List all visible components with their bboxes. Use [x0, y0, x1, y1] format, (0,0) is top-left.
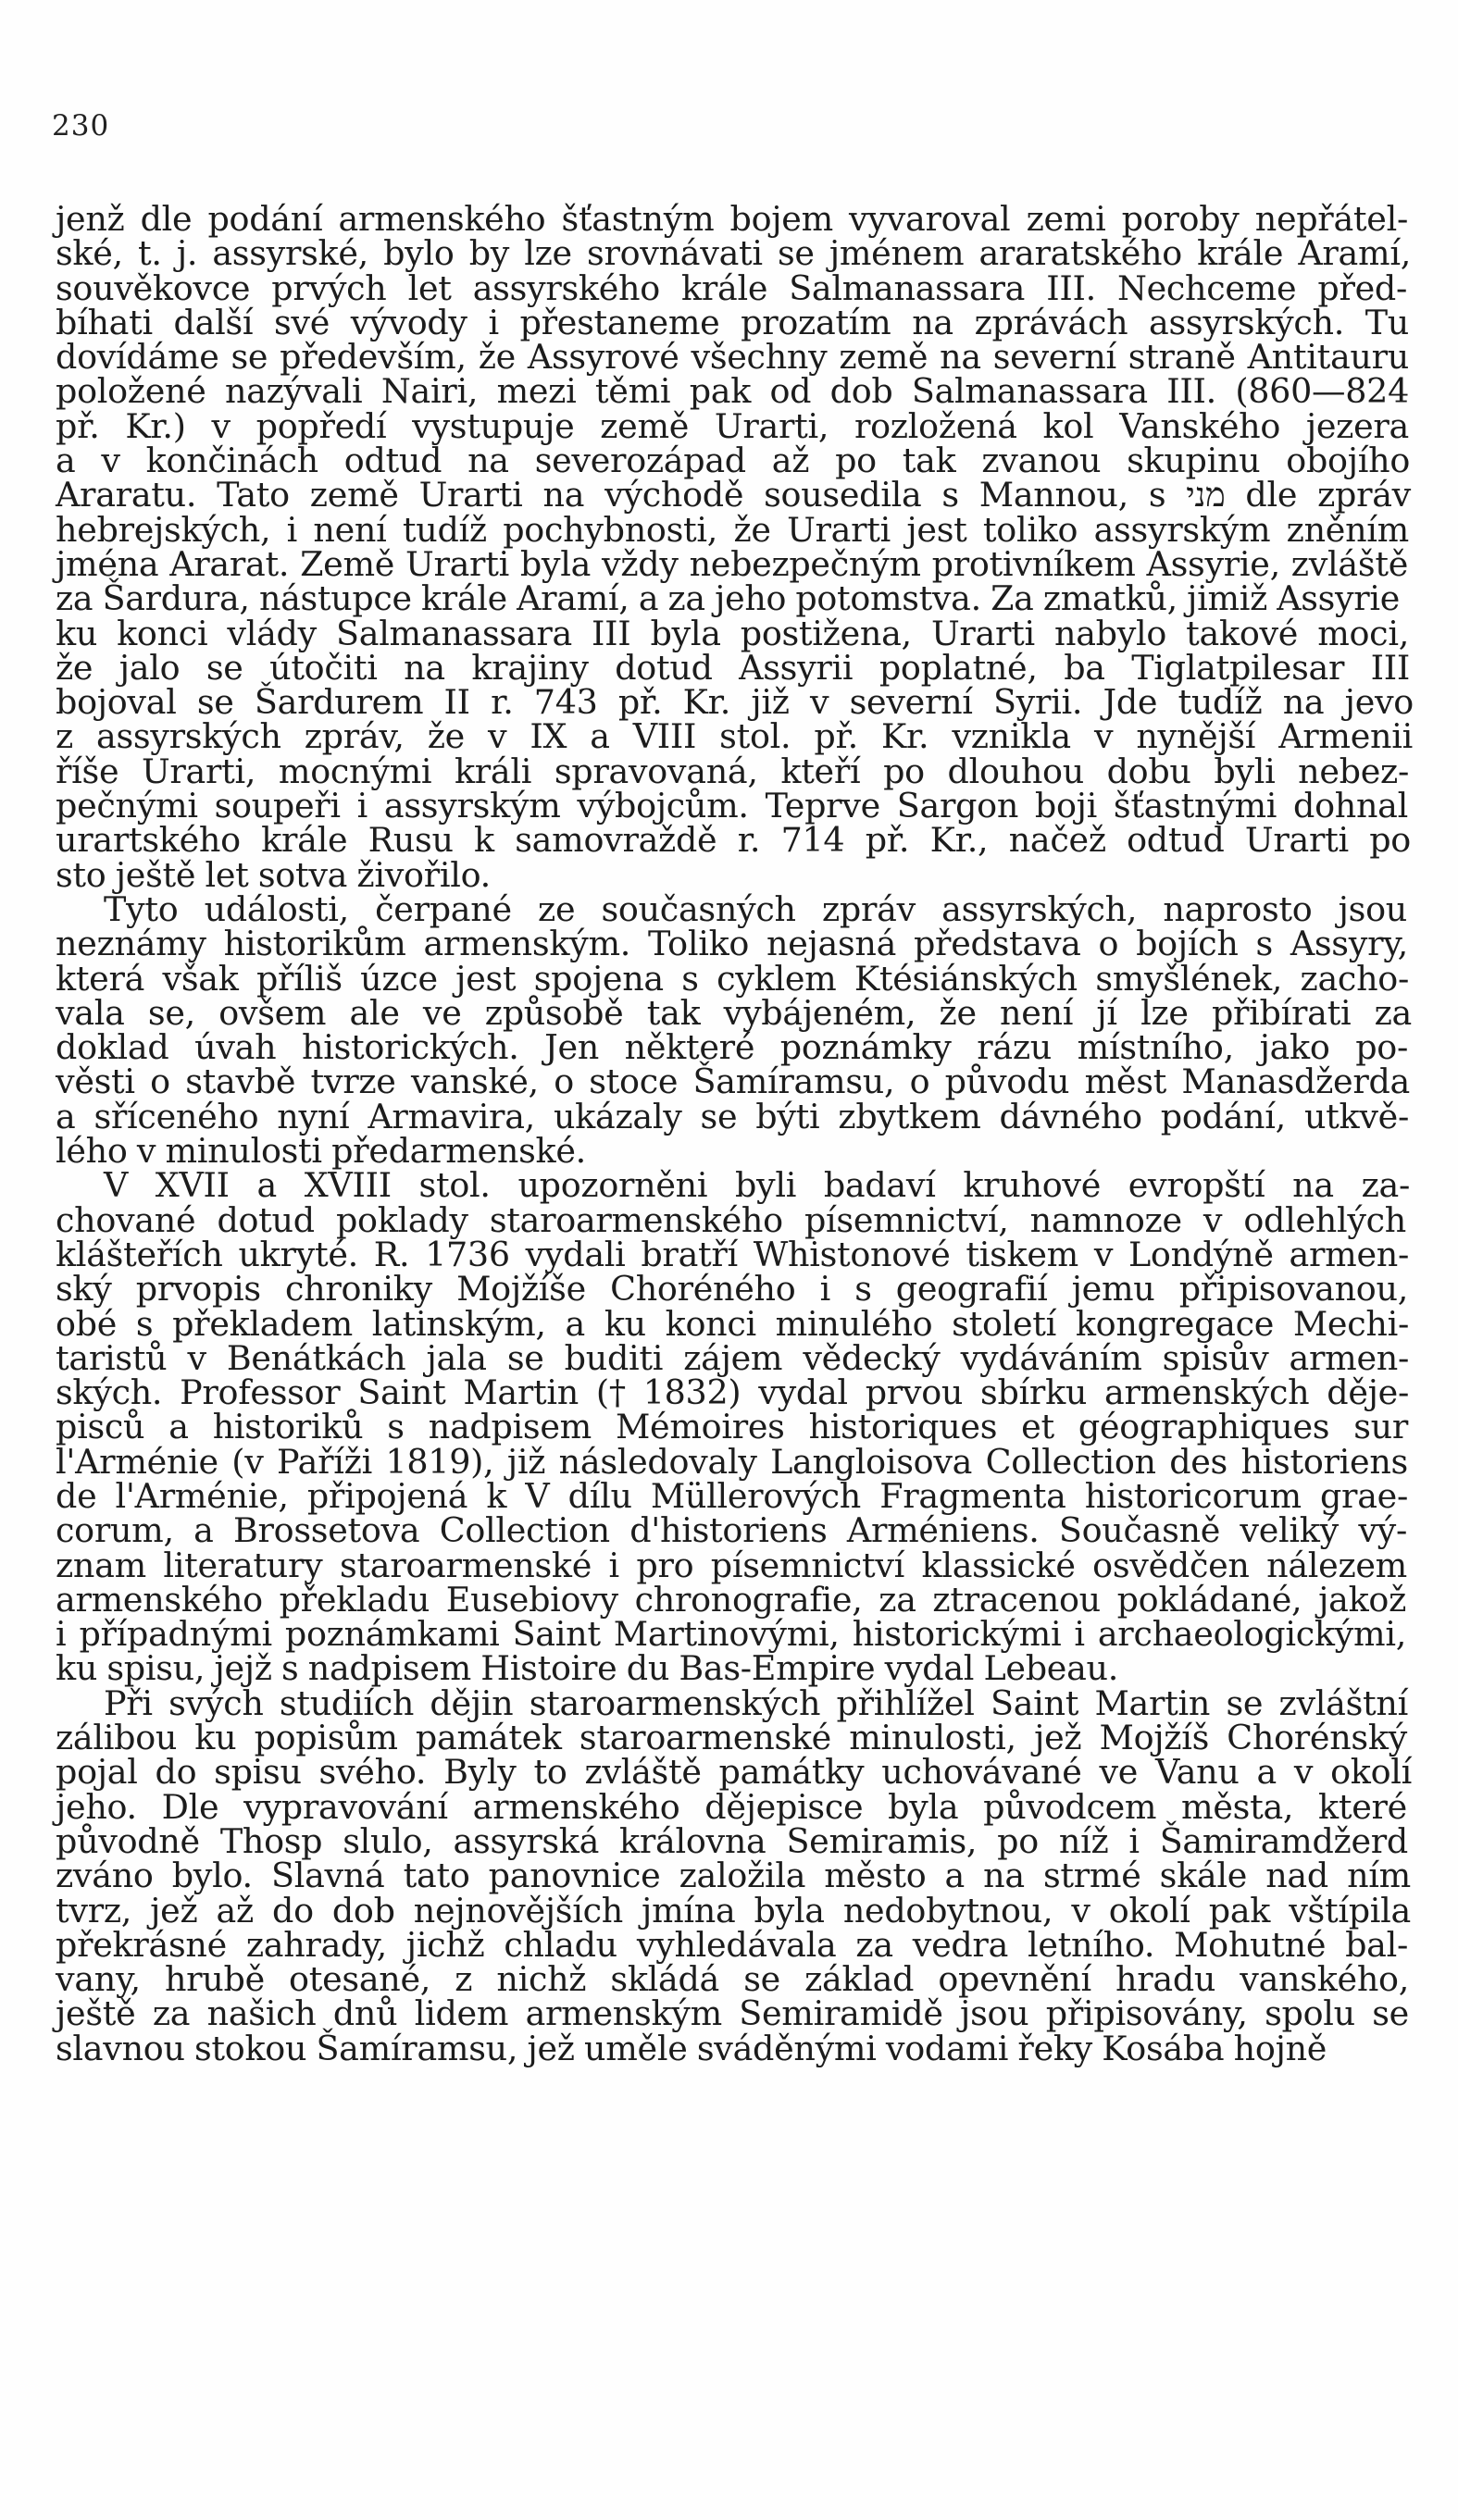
paragraph	[56, 1682, 1412, 2068]
text-line: obé s překladem latinským, a ku konci minulého století kongregace Mechi-	[56, 1303, 1409, 1344]
text-line: znam literatury staroarmenské i pro písemnictví klassické osvědčen nálezem	[56, 1545, 1407, 1585]
text-line: a v končinách odtud na severozápad až po tak zvanou skupinu obojího	[56, 441, 1410, 481]
text-line: ku spisu, jejž s nadpisem Histoire du Bas-Empire vydal Lebeau.	[56, 1648, 1119, 1689]
text-line: taristů v Benátkách jala se buditi zájem vědecký vydáváním spisův armen-	[56, 1337, 1409, 1378]
text-line: vany, hrubě otesané, z nichž skládá se základ opevnění hradu vanského,	[56, 1959, 1409, 2000]
text-line: jeho. Dle vypravování armenského dějepisce byla původcem města, které	[56, 1786, 1407, 1827]
text-line: sto ještě let sotva živořilo.	[56, 854, 491, 895]
text-line: jména Ararat. Země Urarti byla vždy nebezpečným protivníkem Assyrie, zvláště	[56, 543, 1408, 584]
text-line: neznámy historikům armenským. Toliko nejasná představa o bojích s Assyry,	[56, 924, 1408, 964]
text-line: dovídáme se především, že Assyrové všechny země na severní straně Antitauru	[56, 337, 1409, 378]
text-line: za Šardura, nástupce krále Aramí, a za jeho potomstva. Za zmatků, jimiž Assyrie	[56, 578, 1400, 619]
text-line: klášteřích ukryté. R. 1736 vydali bratří Whistonové tiskem v Londýně armen-	[56, 1234, 1409, 1274]
text-line: z assyrských zpráv, že v IX a VIII stol. př. Kr. vznikla v nynější Armenii	[56, 716, 1413, 757]
text-line: bojoval se Šardurem II r. 743 př. Kr. již v severní Syrii. Jde tudíž na jevo	[56, 682, 1414, 723]
text-line: ské, t. j. assyrské, bylo by lze srovnávati se jménem araratského krále Aramí,	[56, 233, 1411, 274]
text-line: pojal do spisu svého. Byly to zvláště památky uchovávané ve Vanu a v okolí	[56, 1752, 1412, 1793]
text-line: i případnými poznámkami Saint Martinovými, historickými i archaeologickými,	[56, 1614, 1406, 1655]
text-line: de l'Arménie, připojená k V dílu Müllerových Fragmenta historicorum grae-	[56, 1475, 1408, 1516]
text-line: slavnou stokou Šamíramsu, jež uměle sváděnými vodami řeky Kosába hojně	[56, 2028, 1327, 2068]
text-line: lého v minulosti předarmenské.	[56, 1131, 586, 1172]
text-line: že jalo se útočiti na krajiny dotud Assyrii poplatné, ba Tiglatpilesar III	[56, 647, 1410, 688]
paragraph	[56, 1165, 1410, 1689]
text-line: překrásné zahrady, jichž chladu vyhledávala za vedra letního. Mohutné bal-	[56, 1924, 1408, 1965]
text-line: armenského překladu Eusebiovy chronografie, za ztracenou pokládané, jakož	[56, 1579, 1406, 1620]
text-line: pečnými soupeři i assyrským výbojcům. Teprve Sargon boji šťastnými dohnal	[56, 786, 1408, 826]
text-line: a sříceného nyní Armavira, ukázaly se býti zbytkem dávného podání, utkvě-	[56, 1096, 1409, 1136]
page-number: 230	[52, 109, 110, 143]
text-line: corum, a Brossetova Collection d'historiens Arméniens. Současně veliký vý-	[56, 1510, 1407, 1551]
text-line: která však příliš úzce jest spojena s cyklem Ktésiánských smyšlének, zacho-	[56, 958, 1409, 999]
text-line: jenž dle podání armenského šťastným bojem vyvaroval zemi poroby nepřátel-	[56, 199, 1408, 239]
text-line: př. Kr.) v popředí vystupuje země Urarti, rozložená kol Vanského jezera	[56, 405, 1409, 446]
text-line: původně Thosp slulo, assyrská královna Semiramis, po níž i Šamiramdžerd	[56, 1820, 1408, 1861]
text-line: ještě za našich dnů lidem armenským Semiramidě jsou připisovány, spolu se	[56, 1993, 1409, 2034]
text-line: Při svých studiích dějin staroarmenských přihlížel Saint Martin se zvláštní	[104, 1682, 1408, 1723]
paragraph	[56, 199, 1414, 895]
text-line: bíhati další své vývody i přestaneme prozatím na zprávách assyrských. Tu	[56, 302, 1409, 342]
text-line: tvrz, jež až do dob nejnovějších jmína byla nedobytnou, v okolí pak vštípila	[56, 1890, 1411, 1930]
text-line: urartského krále Rusu k samovraždě r. 714 př. Kr., načež odtud Urarti po	[56, 820, 1411, 861]
text-line: vala se, ovšem ale ve způsobě tak vybájeném, že není jí lze přibírati za	[56, 992, 1412, 1033]
body-text	[56, 199, 1414, 2068]
text-line: pisců a historiků s nadpisem Mémoires historiques et géographiques sur	[56, 1407, 1408, 1447]
text-line: V XVII a XVIII stol. upozorněni byli badaví kruhové evropští na za-	[104, 1165, 1410, 1206]
text-line: položené nazývali Nairi, mezi těmi pak od dob Salmanassara III. (860—824	[56, 371, 1409, 412]
text-line: ku konci vlády Salmanassara III byla postižena, Urarti nabylo takové moci,	[56, 613, 1409, 653]
text-line: souvěkovce prvých let assyrského krále Salmanassara III. Nechceme před-	[56, 267, 1407, 308]
text-line: říše Urarti, mocnými králi spravovaná, kteří po dlouhou dobu byli nebez-	[56, 751, 1409, 791]
text-line: hebrejských, i není tudíž pochybnosti, že Urarti jest toliko assyrským zněním	[56, 509, 1409, 550]
text-line: věsti o stavbě tvrze vanské, o stoce Šamíramsu, o původu měst Manasdžerda	[56, 1061, 1410, 1102]
text-line: chované dotud poklady staroarmenského písemnictví, namnoze v odlehlých	[56, 1199, 1406, 1240]
paragraph	[56, 888, 1412, 1172]
text-line: Tyto události, čerpané ze současných zpráv assyrských, naprosto jsou	[104, 888, 1407, 929]
text-line: zváno bylo. Slavná tato panovnice založila město a na strmé skále nad ním	[56, 1856, 1411, 1896]
text-line: l'Arménie (v Paříži 1819), již následovaly Langloisova Collection des historiens	[56, 1441, 1408, 1482]
text-line: ský prvopis chroniky Mojžíše Choréného i s geografií jemu připisovanou,	[56, 1269, 1408, 1310]
text-line: ských. Professor Saint Martin († 1832) vydal prvou sbírku armenských děje-	[56, 1372, 1409, 1413]
text-line: Araratu. Tato země Urarti na východě sousedila s Mannou, s מני dle zpráv	[56, 475, 1411, 515]
text-line: doklad úvah historických. Jen některé poznámky rázu místního, jako po-	[56, 1027, 1408, 1068]
text-line: zálibou ku popisům památek staroarmenské minulosti, jež Mojžíš Chorénský	[56, 1718, 1407, 1758]
